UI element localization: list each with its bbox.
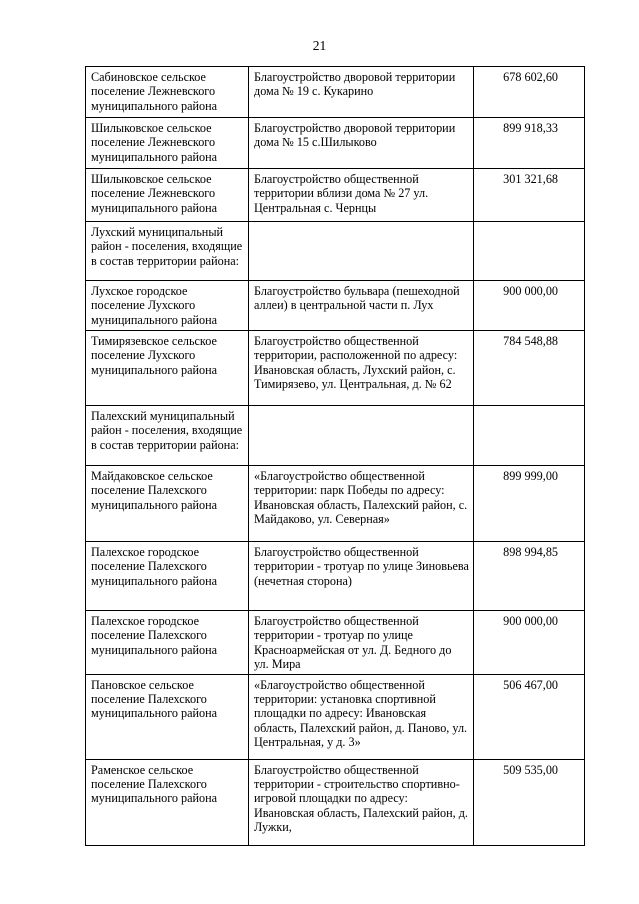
table-row bbox=[86, 759, 585, 845]
project-cell: Благоустройство дворовой территории дома № 19 с. Кукарино bbox=[249, 67, 474, 118]
amount-cell: 900 000,00 bbox=[474, 611, 585, 675]
table-row bbox=[86, 281, 585, 331]
settlement-cell: Лухское городское поселение Лухского муниципального района bbox=[86, 281, 249, 331]
settlement-cell: Пановское сельское поселение Палехского муниципального района bbox=[86, 674, 249, 759]
settlement-cell: Палехское городское поселение Палехского муниципального района bbox=[86, 542, 249, 611]
amount-cell: 509 535,00 bbox=[474, 759, 585, 845]
table-row bbox=[86, 118, 585, 169]
project-cell: Благоустройство общественной территории, расположенной по адресу: Ивановская область, Лухский район, с. Тимирязево, ул. Центральная, д. № 62 bbox=[249, 331, 474, 406]
settlement-cell: Майдаковское сельское поселение Палехского муниципального района bbox=[86, 466, 249, 542]
amount-cell: 678 602,60 bbox=[474, 67, 585, 118]
project-cell: Благоустройство дворовой территории дома № 15 с.Шилыково bbox=[249, 118, 474, 169]
project-cell: «Благоустройство общественной территории: парк Победы по адресу: Ивановская область, Палехский район, с. Майдаково, ул. Северная» bbox=[249, 466, 474, 542]
settlement-cell: Раменское сельское поселение Палехского муниципального района bbox=[86, 759, 249, 845]
project-cell bbox=[249, 222, 474, 281]
amount-cell: 506 467,00 bbox=[474, 674, 585, 759]
settlement-cell: Палехское городское поселение Палехского муниципального района bbox=[86, 611, 249, 675]
table-row bbox=[86, 674, 585, 759]
settlement-cell: Шилыковское сельское поселение Лежневского муниципального района bbox=[86, 169, 249, 222]
amount-cell: 301 321,68 bbox=[474, 169, 585, 222]
table-row bbox=[86, 67, 585, 118]
amount-cell bbox=[474, 406, 585, 466]
project-cell: Благоустройство общественной территории - строительство спортивно-игровой площадки по адресу: Ивановская область, Палехский район, д. Лужки, bbox=[249, 759, 474, 845]
table-row bbox=[86, 331, 585, 406]
amount-cell: 900 000,00 bbox=[474, 281, 585, 331]
project-cell: Благоустройство общественной территории вблизи дома № 27 ул. Центральная с. Чернцы bbox=[249, 169, 474, 222]
amount-cell: 899 999,00 bbox=[474, 466, 585, 542]
settlement-cell: Лухский муниципальный район - поселения, входящие в состав территории района: bbox=[86, 222, 249, 281]
amount-cell: 898 994,85 bbox=[474, 542, 585, 611]
table-row bbox=[86, 169, 585, 222]
allocation-table bbox=[85, 66, 585, 846]
section-header-row bbox=[86, 406, 585, 466]
table-row bbox=[86, 466, 585, 542]
project-cell bbox=[249, 406, 474, 466]
settlement-cell: Тимирязевское сельское поселение Лухского муниципального района bbox=[86, 331, 249, 406]
project-cell: Благоустройство общественной территории - тротуар по улице Красноармейская от ул. Д. Бедного до ул. Мира bbox=[249, 611, 474, 675]
page-number: 21 bbox=[312, 38, 327, 53]
settlement-cell: Сабиновское сельское поселение Лежневского муниципального района bbox=[86, 67, 249, 118]
settlement-cell: Палехский муниципальный район - поселения, входящие в состав территории района: bbox=[86, 406, 249, 466]
section-header-row bbox=[86, 222, 585, 281]
project-cell: Благоустройство общественной территории - тротуар по улице Зиновьева (нечетная сторона) bbox=[249, 542, 474, 611]
amount-cell: 784 548,88 bbox=[474, 331, 585, 406]
table-row bbox=[86, 611, 585, 675]
amount-cell bbox=[474, 222, 585, 281]
table-row bbox=[86, 542, 585, 611]
project-cell: «Благоустройство общественной территории: установка спортивной площадки по адресу: Ивановская область, Палехский район, д. Паново, ул. Центральная, у д. 3» bbox=[249, 674, 474, 759]
project-cell: Благоустройство бульвара (пешеходной аллеи) в центральной части п. Лух bbox=[249, 281, 474, 331]
settlement-cell: Шилыковское сельское поселение Лежневского муниципального района bbox=[86, 118, 249, 169]
amount-cell: 899 918,33 bbox=[474, 118, 585, 169]
